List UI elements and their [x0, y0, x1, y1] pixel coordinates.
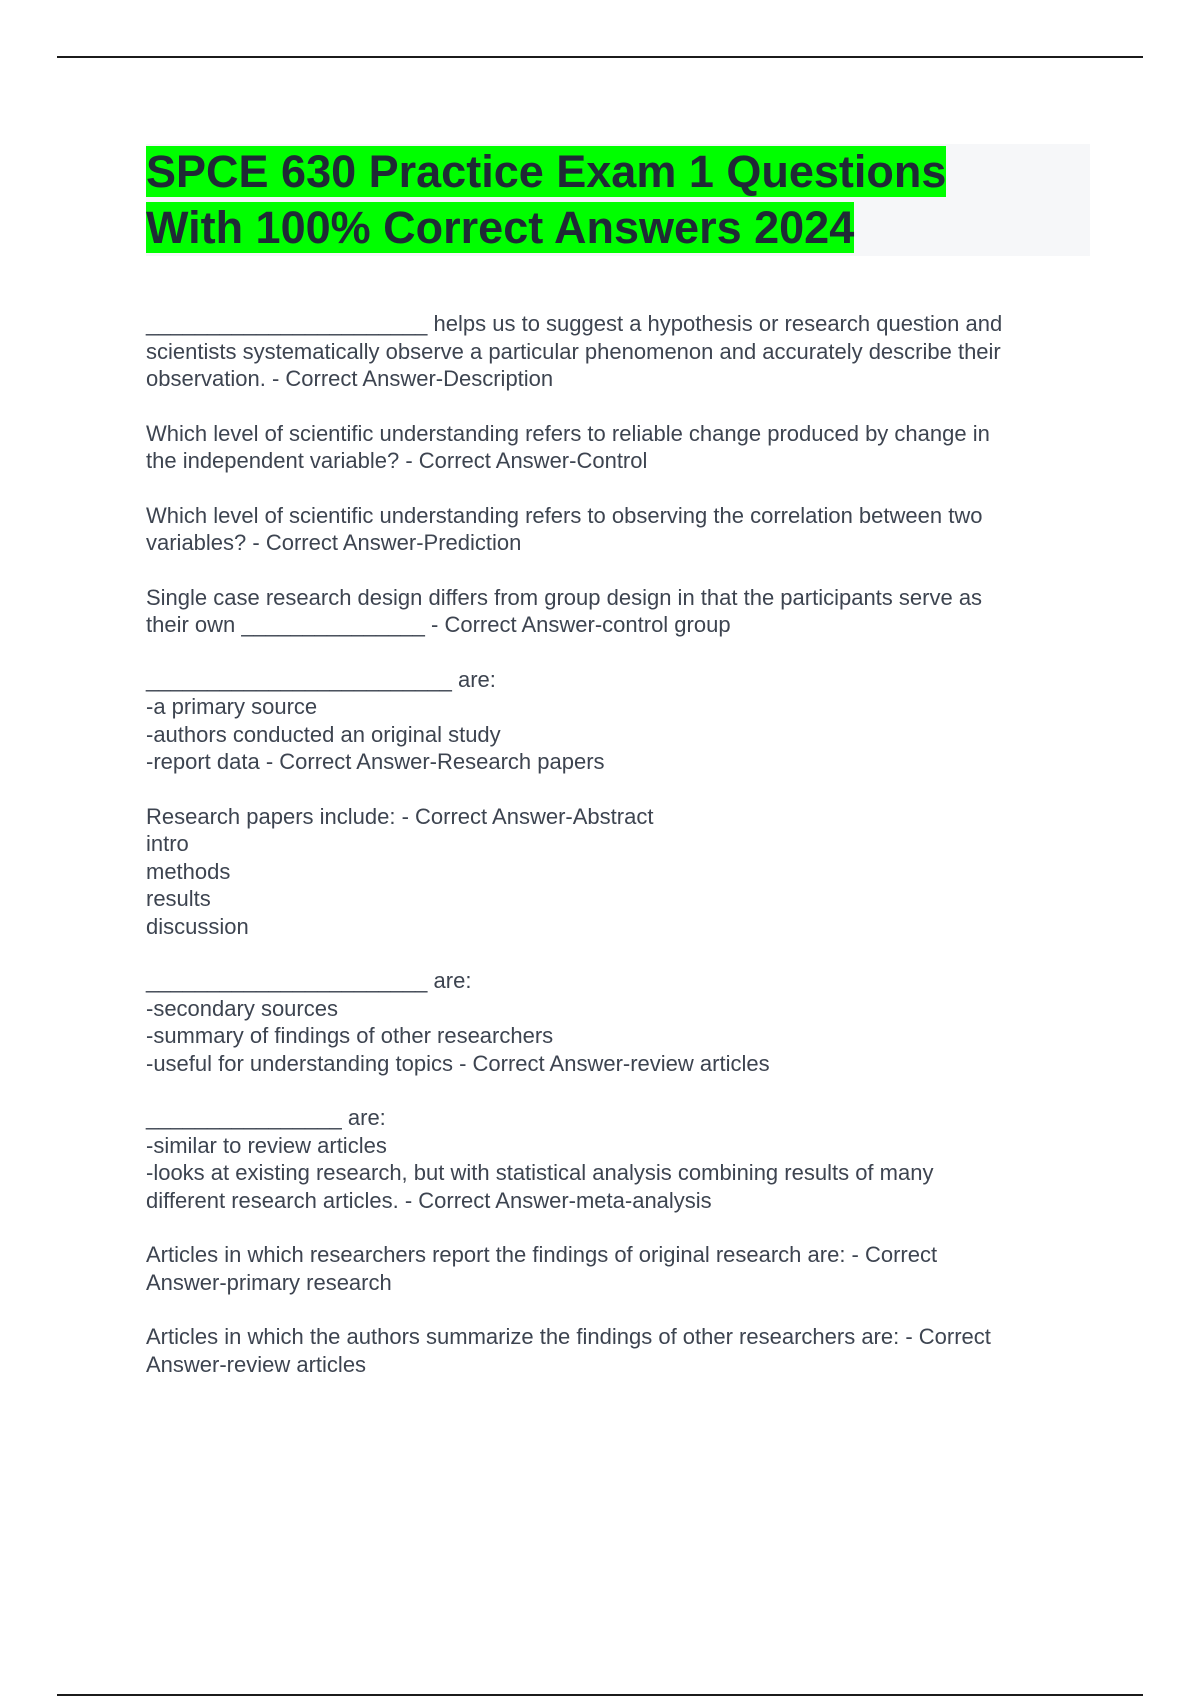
- qa-item: [146, 584, 1090, 639]
- qa-line: -authors conducted an original study: [146, 721, 501, 747]
- qa-line: Which level of scientific understanding refers to observing the correlation between two: [146, 502, 983, 528]
- qa-list: [146, 310, 1090, 1378]
- qa-line: methods: [146, 858, 231, 884]
- title-block: [146, 144, 1090, 256]
- qa-line: scientists systematically observe a particular phenomenon and accurately describe their: [146, 338, 1001, 364]
- qa-item: [146, 420, 1090, 475]
- qa-line: -secondary sources: [146, 995, 338, 1021]
- qa-item: [146, 502, 1090, 557]
- document-title: [146, 144, 1090, 256]
- document-body: [146, 144, 1090, 1405]
- qa-line: discussion: [146, 913, 249, 939]
- qa-item: [146, 803, 1090, 941]
- qa-line: observation. - Correct Answer-Description: [146, 366, 554, 391]
- qa-line: Articles in which the authors summarize the findings of other researchers are: - Correct: [146, 1324, 991, 1349]
- qa-line: different research articles. - Correct Answer-meta-analysis: [146, 1187, 712, 1213]
- qa-line: _______________________ helps us to suggest a hypothesis or research question and: [146, 311, 1003, 336]
- qa-line: _________________________ are:: [146, 666, 496, 692]
- qa-line: their own _______________ - Correct Answer-control group: [146, 612, 731, 637]
- qa-line: -useful for understanding topics - Correct Answer-review articles: [146, 1050, 770, 1076]
- qa-line: Which level of scientific understanding refers to reliable change produced by change in: [146, 420, 990, 446]
- qa-item: [146, 1323, 1090, 1378]
- qa-line: the independent variable? - Correct Answer-Control: [146, 448, 648, 473]
- footer-rule: [57, 1694, 1143, 1696]
- title-line-2: With 100% Correct Answers 2024: [146, 202, 855, 253]
- qa-line: -summary of findings of other researchers: [146, 1023, 554, 1048]
- qa-line: -report data - Correct Answer-Research papers: [146, 749, 605, 774]
- qa-item: [146, 1104, 1090, 1214]
- qa-line: Answer-primary research: [146, 1269, 392, 1295]
- qa-item: [146, 967, 1090, 1077]
- qa-line: -a primary source: [146, 694, 318, 719]
- qa-line: ________________ are:: [146, 1105, 386, 1130]
- title-line-1: SPCE 630 Practice Exam 1 Questions: [146, 146, 947, 197]
- qa-line: Single case research design differs from group design in that the participants serve as: [146, 584, 983, 610]
- qa-item: [146, 310, 1090, 393]
- qa-line: Research papers include: - Correct Answer-Abstract: [146, 803, 654, 829]
- qa-line: results: [146, 886, 211, 911]
- qa-line: -similar to review articles: [146, 1132, 387, 1158]
- qa-item: [146, 1241, 1090, 1296]
- qa-line: _______________________ are:: [146, 968, 472, 993]
- header-rule: [57, 56, 1143, 58]
- qa-line: Answer-review articles: [146, 1351, 367, 1377]
- qa-line: -looks at existing research, but with statistical analysis combining results of many: [146, 1160, 934, 1185]
- qa-line: variables? - Correct Answer-Prediction: [146, 530, 522, 555]
- qa-line: Articles in which researchers report the findings of original research are: - Correct: [146, 1242, 938, 1267]
- qa-item: [146, 666, 1090, 776]
- qa-line: intro: [146, 831, 189, 856]
